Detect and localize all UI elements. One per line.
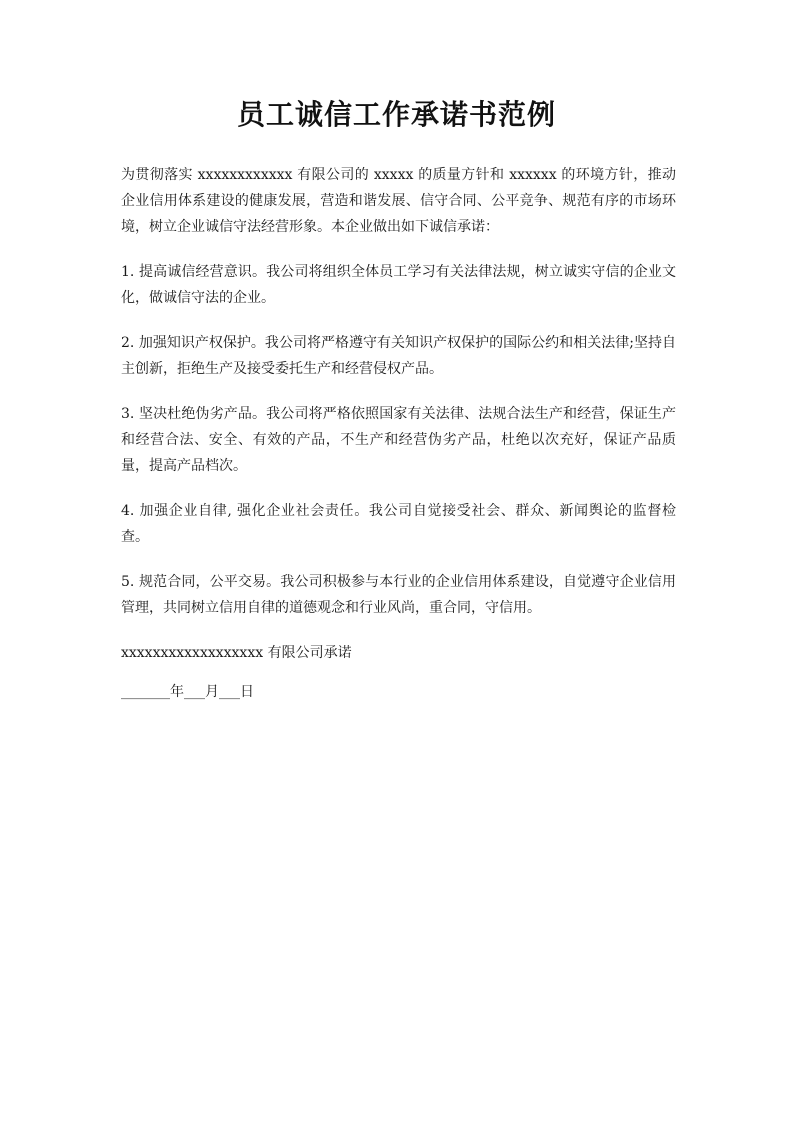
signature-line: xxxxxxxxxxxxxxxxxx 有限公司承诺: [121, 645, 352, 661]
document-title: 员工诚信工作承诺书范例: [236, 98, 556, 131]
commitment-item-4: 4. 加强企业自律, 强化企业社会责任。我公司自觉接受社会、群众、新闻舆论的监督检查。: [121, 503, 676, 545]
document-body: [121, 162, 676, 718]
date-line: _______年___月___日: [121, 684, 254, 700]
commitment-item-5: 5. 规范合同，公平交易。我公司积极参与本行业的企业信用体系建设，自觉遵守企业信用管理，共同树立信用自律的道德观念和行业风尚，重合同，守信用。: [121, 574, 676, 616]
commitment-item-2: 2. 加强知识产权保护。我公司将严格遵守有关知识产权保护的国际公约和相关法律;坚持自主创新，拒绝生产及接受委托生产和经营侵权产品。: [121, 335, 676, 377]
commitment-item-3: 3. 坚决杜绝伪劣产品。我公司将严格依照国家有关法律、法规合法生产和经营，保证生产和经营合法、安全、有效的产品，不生产和经营伪劣产品，杜绝以次充好，保证产品质量，提高产品档次。: [121, 406, 676, 474]
intro-paragraph: 为贯彻落实 xxxxxxxxxxxx 有限公司的 xxxxx 的质量方针和 xxxxxx 的环境方针，推动企业信用体系建设的健康发展，营造和谐发展、信守合同、公平竞争、规范有序的市场环境，树立企业诚信守法经营形象。本企业做出如下诚信承诺：: [121, 167, 676, 235]
commitment-item-1: 1. 提高诚信经营意识。我公司将组织全体员工学习有关法律法规，树立诚实守信的企业文化，做诚信守法的企业。: [121, 264, 676, 306]
